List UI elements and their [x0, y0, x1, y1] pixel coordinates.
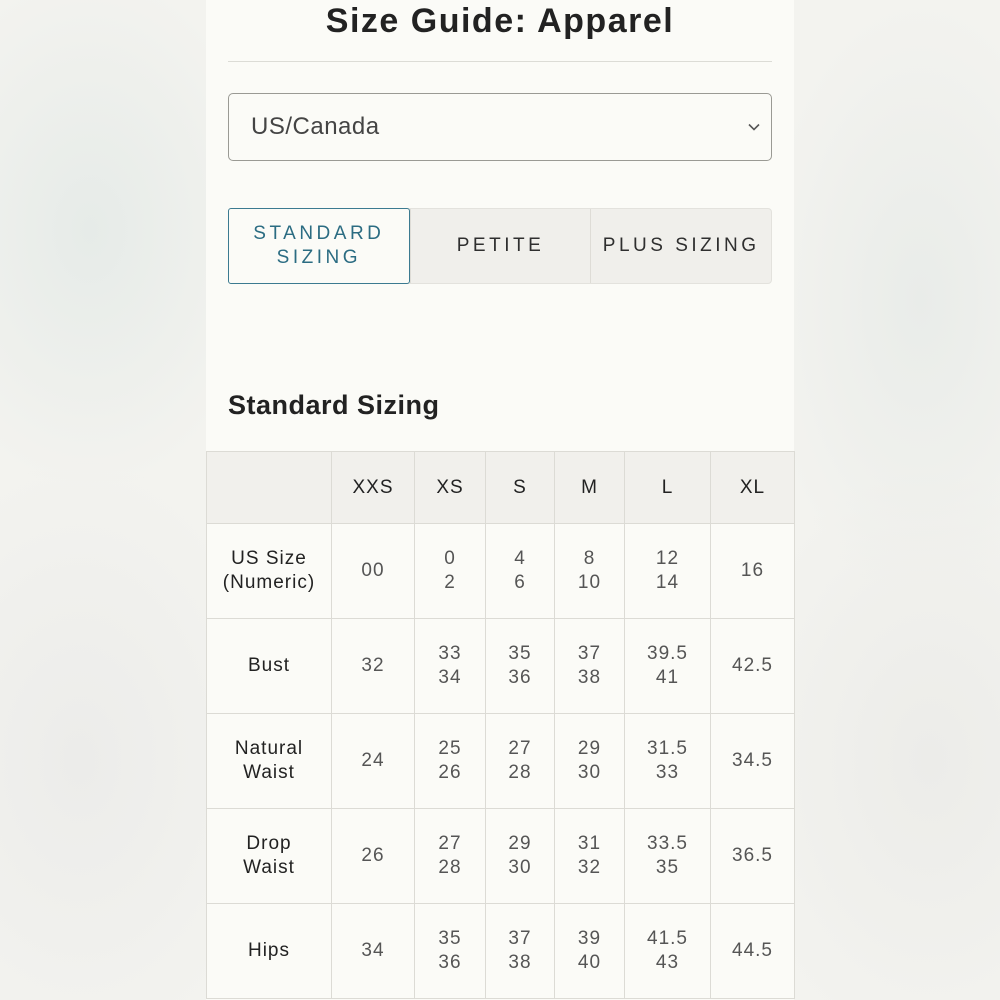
tab-standard-sizing[interactable]	[228, 208, 410, 284]
size-chart-table	[206, 451, 795, 999]
table-cell	[486, 619, 555, 714]
column-header: XS	[415, 452, 486, 524]
cell-value: 30	[508, 857, 532, 878]
table-cell	[711, 619, 795, 714]
cell-value: 00	[361, 560, 385, 581]
cell-value: 27	[438, 833, 462, 854]
table-cell	[625, 714, 711, 809]
table-cell	[625, 619, 711, 714]
table-row	[207, 524, 795, 619]
cell-value: 36.5	[732, 845, 773, 866]
table-cell	[332, 524, 415, 619]
cell-value: 37	[577, 643, 602, 664]
table-cell	[555, 524, 625, 619]
cell-value: 35	[438, 928, 462, 949]
row-label-line: Hips	[247, 940, 290, 961]
row-label	[207, 809, 332, 904]
tab-label: PLUS SIZING	[602, 235, 760, 256]
table-cell	[711, 524, 795, 619]
row-label	[207, 714, 332, 809]
row-label-line: Natural	[234, 738, 304, 759]
cell-value: 14	[655, 572, 680, 593]
cell-value: 34	[361, 940, 385, 961]
table-cell	[332, 619, 415, 714]
cell-value: 31	[577, 833, 602, 854]
table-cell	[625, 524, 711, 619]
row-label	[207, 524, 332, 619]
row-label-line: Waist	[243, 857, 295, 878]
cell-value: 41	[655, 667, 680, 688]
cell-value: 16	[740, 560, 765, 581]
row-label	[207, 619, 332, 714]
table-cell	[332, 714, 415, 809]
cell-value: 30	[577, 762, 602, 783]
table-row	[207, 904, 795, 999]
row-label-line: Bust	[247, 655, 291, 676]
table-row	[207, 714, 795, 809]
column-header: XXS	[332, 452, 415, 524]
cell-value: 36	[438, 952, 462, 973]
tab-plus-sizing[interactable]	[590, 209, 771, 283]
cell-value: 24	[361, 750, 385, 771]
cell-value: 35	[508, 643, 532, 664]
table-cell	[415, 619, 486, 714]
cell-value: 10	[577, 572, 602, 593]
cell-value: 35	[655, 857, 680, 878]
cell-value: 43	[655, 952, 680, 973]
table-header-row	[207, 452, 795, 524]
region-select-value: US/Canada	[251, 113, 380, 140]
cell-value: 33.5	[647, 833, 688, 854]
cell-value: 39	[577, 928, 602, 949]
sizing-tabs	[228, 208, 772, 284]
cell-value: 38	[577, 667, 602, 688]
table-cell	[711, 809, 795, 904]
row-label-line: Waist	[243, 762, 295, 783]
cell-value: 8	[583, 548, 596, 569]
table-cell	[486, 714, 555, 809]
table-cell	[415, 714, 486, 809]
cell-value: 32	[577, 857, 602, 878]
table-cell	[486, 904, 555, 999]
tab-label-line: SIZING	[276, 247, 361, 268]
cell-value: 41.5	[647, 928, 688, 949]
size-guide-panel	[206, 0, 794, 1000]
table-cell	[555, 904, 625, 999]
cell-value: 37	[508, 928, 532, 949]
cell-value: 4	[514, 548, 526, 569]
table-cell	[486, 524, 555, 619]
region-select[interactable]	[228, 93, 772, 161]
cell-value: 12	[655, 548, 680, 569]
cell-value: 40	[577, 952, 602, 973]
column-header: M	[555, 452, 625, 524]
title-divider	[228, 61, 772, 62]
table-cell	[711, 714, 795, 809]
cell-value: 26	[438, 762, 462, 783]
table-cell	[555, 809, 625, 904]
table-cell	[415, 524, 486, 619]
column-header: XL	[711, 452, 795, 524]
row-label-line: (Numeric)	[222, 572, 316, 593]
table-cell	[486, 809, 555, 904]
column-header	[207, 452, 332, 524]
tab-label-line: STANDARD	[253, 223, 385, 244]
cell-value: 29	[508, 833, 532, 854]
cell-value: 2	[444, 572, 456, 593]
table-cell	[625, 809, 711, 904]
column-header: L	[625, 452, 711, 524]
table-cell	[415, 904, 486, 999]
cell-value: 34.5	[732, 750, 773, 771]
cell-value: 36	[508, 667, 532, 688]
row-label-line: US Size	[231, 548, 307, 569]
table-cell	[555, 619, 625, 714]
table-row	[207, 809, 795, 904]
table-cell	[555, 714, 625, 809]
cell-value: 27	[508, 738, 532, 759]
tab-label: PETITE	[456, 235, 545, 256]
table-cell	[711, 904, 795, 999]
cell-value: 33	[655, 762, 680, 783]
cell-value: 33	[438, 643, 462, 664]
cell-value: 31.5	[647, 738, 688, 759]
cell-value: 28	[508, 762, 532, 783]
table-cell	[332, 904, 415, 999]
cell-value: 38	[508, 952, 532, 973]
row-label	[207, 904, 332, 999]
cell-value: 25	[438, 738, 462, 759]
chevron-down-icon	[747, 120, 761, 134]
tab-petite[interactable]	[410, 209, 591, 283]
cell-value: 34	[438, 667, 462, 688]
cell-value: 39.5	[647, 643, 688, 664]
row-label-line: Drop	[246, 833, 292, 854]
cell-value: 28	[438, 857, 462, 878]
cell-value: 6	[514, 572, 526, 593]
section-title: Standard Sizing	[228, 390, 440, 420]
table-cell	[625, 904, 711, 999]
column-header: S	[486, 452, 555, 524]
cell-value: 42.5	[732, 655, 773, 676]
page-title: Size Guide: Apparel	[325, 2, 675, 40]
cell-value: 26	[361, 845, 385, 866]
table-body	[207, 524, 795, 999]
table-cell	[332, 809, 415, 904]
cell-value: 29	[577, 738, 602, 759]
cell-value: 32	[361, 655, 385, 676]
cell-value: 44.5	[732, 940, 773, 961]
table-cell	[415, 809, 486, 904]
table-row	[207, 619, 795, 714]
cell-value: 0	[444, 548, 456, 569]
